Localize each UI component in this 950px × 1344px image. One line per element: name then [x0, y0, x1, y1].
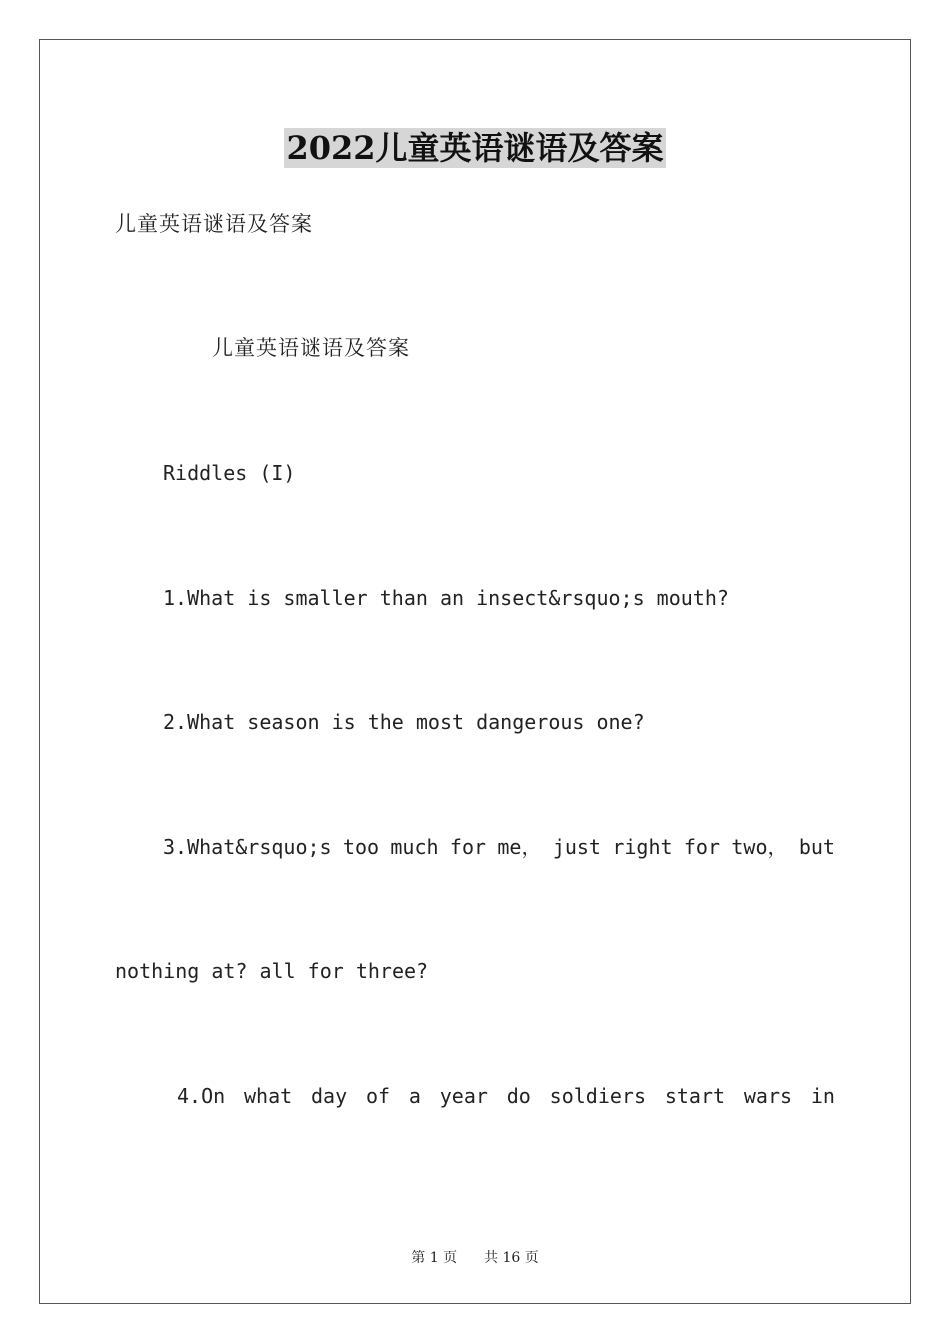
- word: me，: [497, 835, 542, 859]
- page-number: 第 1 页: [411, 1250, 458, 1266]
- word: just: [552, 835, 601, 859]
- word: for: [683, 835, 721, 859]
- word: but: [798, 835, 835, 859]
- word: soldiers: [549, 1084, 646, 1108]
- word: year: [439, 1084, 488, 1108]
- riddle-3-line-1: [163, 835, 835, 859]
- word: two，: [731, 835, 788, 859]
- word: what: [244, 1084, 293, 1108]
- word: do: [506, 1084, 531, 1108]
- word: of: [365, 1084, 391, 1108]
- word: right: [612, 835, 673, 859]
- word: for: [449, 835, 487, 859]
- word: 3.What&rsquo;s: [163, 835, 332, 859]
- document-title: 2022儿童英语谜语及答案: [286, 129, 664, 167]
- total-pages: 共 16 页: [484, 1250, 539, 1266]
- page-footer: [0, 1247, 950, 1267]
- title-container: [0, 128, 950, 168]
- word: start: [664, 1084, 726, 1108]
- riddle-1: 1.What is smaller than an insect&rsquo;s mouth?: [163, 586, 729, 610]
- riddle-4-line-1: [177, 1084, 835, 1108]
- word: much: [390, 835, 439, 859]
- riddle-2: 2.What season is the most dangerous one?: [163, 710, 645, 734]
- word: day: [311, 1084, 348, 1108]
- word: too: [342, 835, 380, 859]
- indented-heading: 儿童英语谜语及答案: [212, 336, 410, 360]
- word: wars: [743, 1084, 793, 1108]
- word: 4.On: [177, 1084, 226, 1108]
- word: a: [408, 1084, 421, 1108]
- document-subtitle: 儿童英语谜语及答案: [115, 212, 313, 236]
- word: in: [810, 1084, 835, 1108]
- section-heading: Riddles (I): [163, 461, 296, 485]
- riddle-3-line-2: nothing at? all for three?: [115, 959, 429, 983]
